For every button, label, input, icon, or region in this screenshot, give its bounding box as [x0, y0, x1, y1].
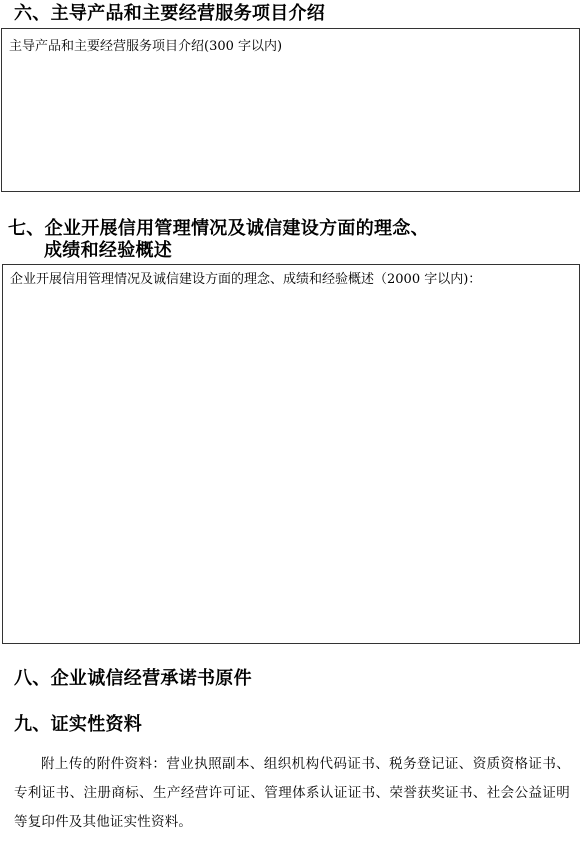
- section6-textbox[interactable]: [1, 28, 580, 192]
- section9-heading: 九、证实性资料: [14, 714, 143, 735]
- section6-hint: 主导产品和主要经营服务项目介绍(300 字以内): [9, 39, 283, 54]
- section7-heading-line2: 成绩和经验概述: [44, 240, 173, 261]
- section7-heading: [8, 218, 429, 262]
- section8-heading: 八、企业诚信经营承诺书原件: [14, 668, 252, 689]
- section7-textbox[interactable]: [2, 264, 580, 644]
- section7-hint: 企业开展信用管理情况及诚信建设方面的理念、成绩和经验概述（2000 字以内)：: [10, 272, 482, 287]
- section6-heading: 六、主导产品和主要经营服务项目介绍: [14, 3, 326, 24]
- section9-body: 附上传的附件资料：营业执照副本、组织机构代码证书、税务登记证、资质资格证书、专利证书、注册商标、生产经营许可证、管理体系认证证书、荣誉获奖证书、社会公益证明等复印件及其他证实性资料。: [14, 756, 570, 830]
- section7-heading-line1: 七、企业开展信用管理情况及诚信建设方面的理念、: [8, 218, 429, 239]
